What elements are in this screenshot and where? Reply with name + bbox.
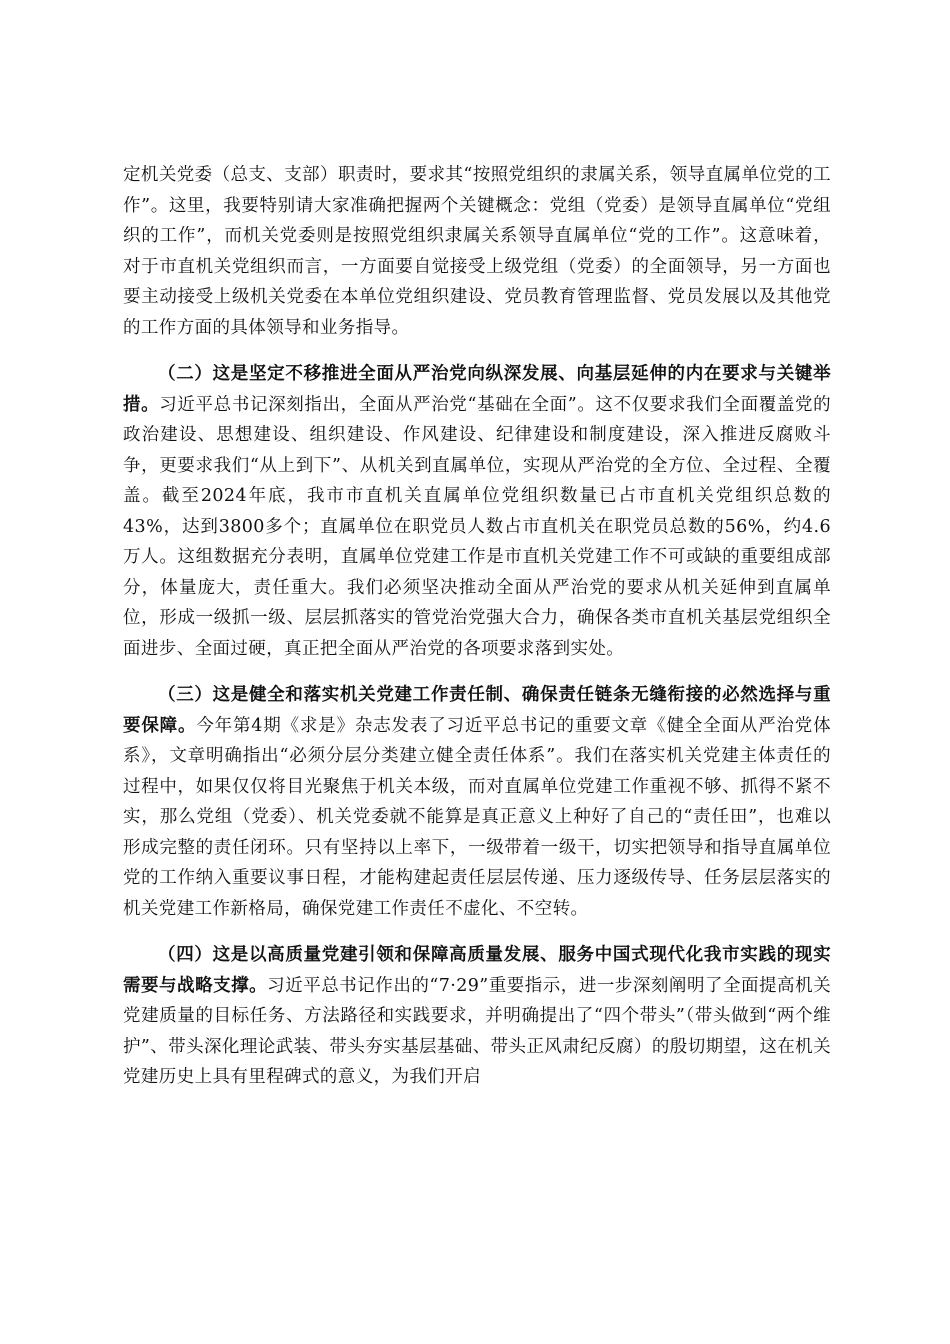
paragraph-1-text: 定机关党委（总支、支部）职责时，要求其“按照党组织的隶属关系，领导直属单位党的工作”。这里，我要特别请大家准确把握两个关键概念：党组（党委）是领导直属单位“党组织的工作”，而机关党委则是按照党组织隶属关系领导直属单位“党的工作”。这意味着，对于市直机关党组织而言，一方面要自觉接受上级党组（党委）的全面领导，另一方面也要主动接受上级机关党委在本单位党组织建设、党员教育管理监督、党员发展以及其他党的工作方面的具体领导和业务指导。 <box>123 165 831 338</box>
paragraph-1 <box>123 160 831 343</box>
paragraph-4 <box>123 940 831 1093</box>
paragraph-2 <box>123 359 831 664</box>
paragraph-3-text: 今年第4期《求是》杂志发表了习近平总书记的重要文章《健全全面从严治党体系》，文章明确指出“必须分层分类建立健全责任体系”。我们在落实机关党建主体责任的过程中，如果仅仅将目光聚焦于机关本级，而对直属单位党建工作重视不够、抓得不紧不实，那么党组（党委）、机关党委就不能算是真正意义上种好了自己的“责任田”，也难以形成完整的责任闭环。只有坚持以上率下，一级带着一级干，切实把领导和指导直属单位党的工作纳入重要议事日程，才能构建起责任层层传递、压力逐级传导、任务层层落实的机关党建工作新格局，确保党建工作责任不虚化、不空转。 <box>123 715 831 919</box>
paragraph-2-text: 习近平总书记深刻指出，全面从严治党“基础在全面”。这不仅要求我们全面覆盖党的政治建设、思想建设、组织建设、作风建设、纪律建设和制度建设，深入推进反腐败斗争，更要求我们“从上到下”、从机关到直属单位，实现从严治党的全方位、全过程、全覆盖。截至2024年底，我市市直机关直属单位党组织数量已占市直机关党组织总数的43%，达到3800多个；直属单位在职党员人数占市直机关在职党员总数的56%，约4.6万人。这组数据充分表明，直属单位党建工作是市直机关党建工作不可或缺的重要组成部分，体量庞大，责任重大。我们必须坚决推动全面从严治党的要求从机关延伸到直属单位，形成一级抓一级、层层抓落实的管党治党强大合力，确保各类市直机关基层党组织全面进步、全面过硬，真正把全面从严治党的各项要求落到实处。 <box>123 394 831 659</box>
paragraph-3 <box>123 680 831 924</box>
paragraph-4-text: 习近平总书记作出的“7·29”重要指示，进一步深刻阐明了全面提高机关党建质量的目标任务、方法路径和实践要求，并明确提出了“四个带头”（带头做到“两个维护”、带头深化理论武装、带头夯实基层基础、带头正风肃纪反腐）的殷切期望，这在机关党建历史上具有里程碑式的意义，为我们开启 <box>123 975 831 1087</box>
paragraph-2-heading: （二）这是坚定不移推进全面从严治党向纵深发展、向基层延伸的内在要求与关键举措。 <box>123 364 831 415</box>
paragraph-3-heading: （三）这是健全和落实机关党建工作责任制、确保责任链条无缝衔接的必然选择与重要保障。 <box>123 685 831 736</box>
paragraph-4-heading: （四）这是以高质量党建引领和保障高质量发展、服务中国式现代化我市实践的现实需要与战略支撑。 <box>123 945 831 996</box>
document-body <box>123 160 831 1109</box>
